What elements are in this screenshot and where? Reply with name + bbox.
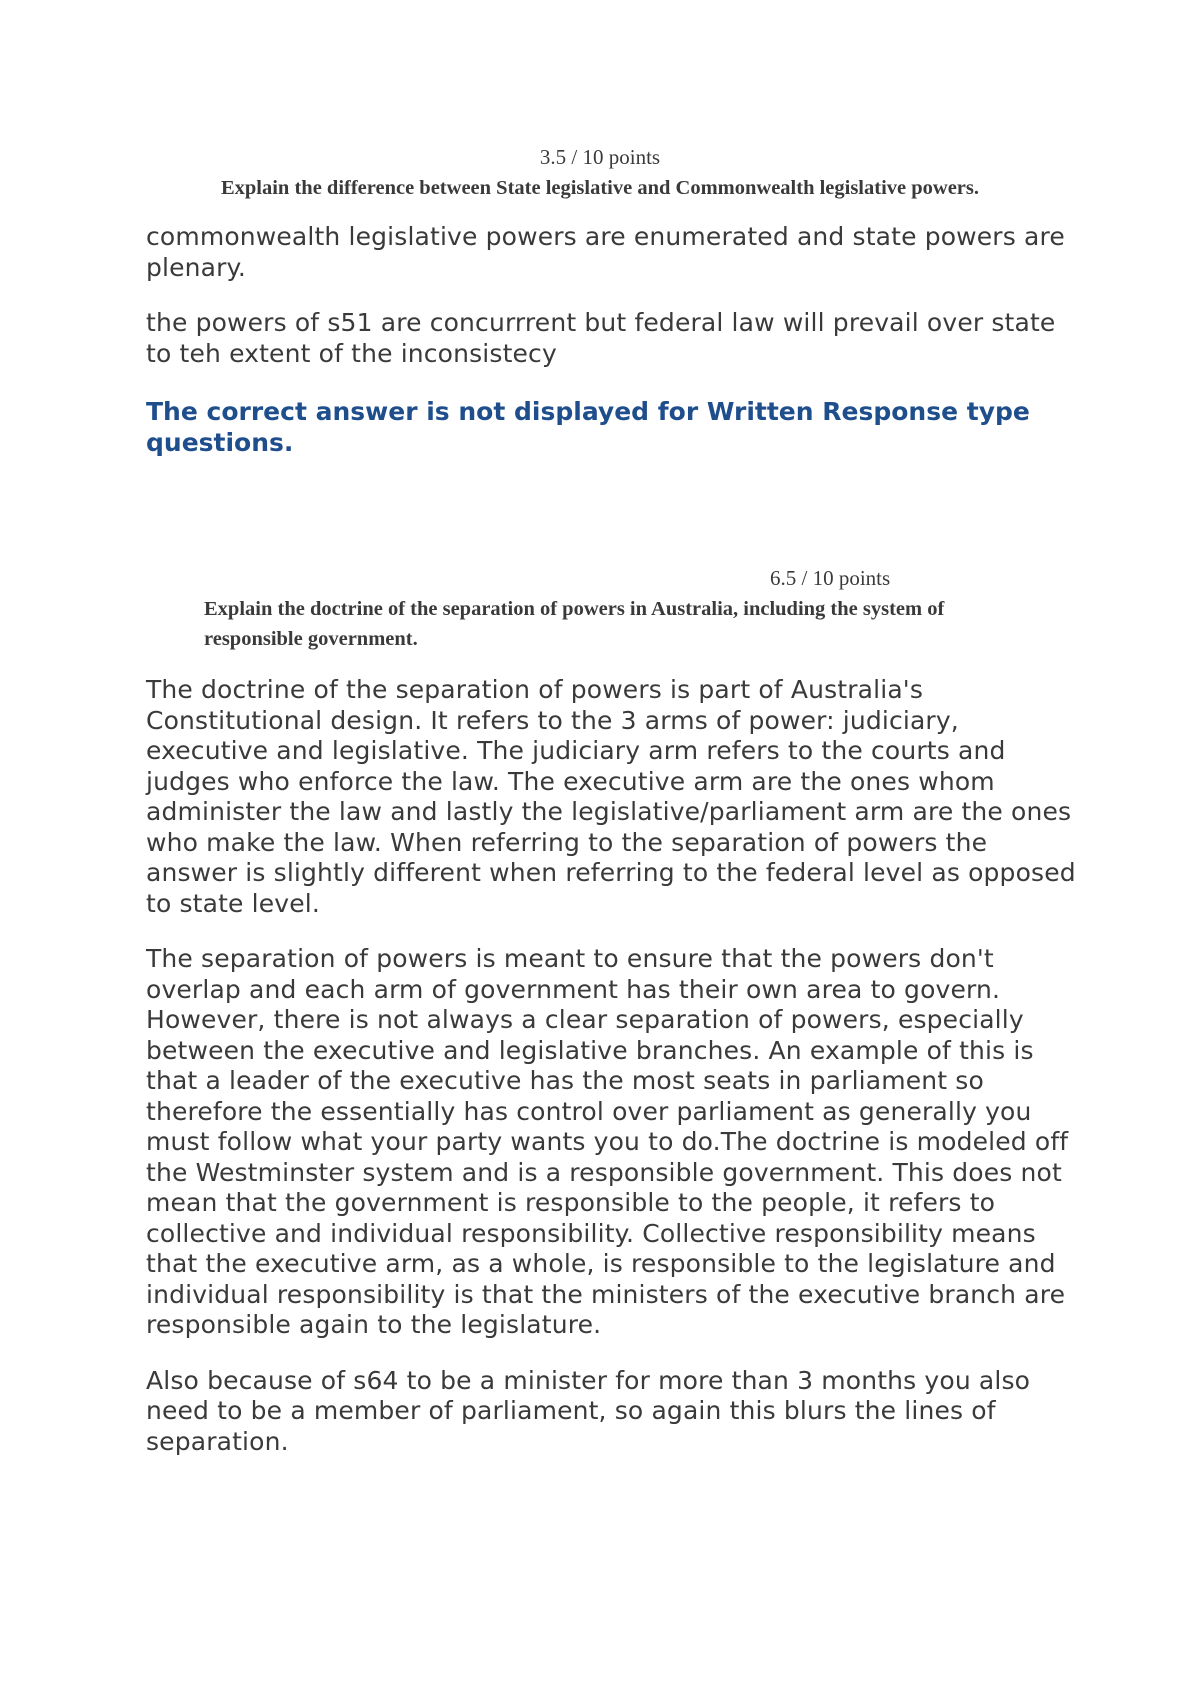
question-text: Explain the difference between State legislative and Commonwealth legislative powers. — [220, 177, 980, 199]
correct-answer-notice: The correct answer is not displayed for Written Response type questions. — [146, 397, 1030, 457]
answer-paragraph: The separation of powers is meant to ensure that the powers don't overlap and each arm of government has their own area to govern. However, there is not always a clear separation of powers, especially between the executive and legislative branches. An example of this is that a leader of the executive has the most seats in parliament so therefore the essentially has control over parliament as generally you must follow what your party wants you to do.The doctrine is modeled off the Westminster system and is a responsible government. This does not mean that the government is responsible to the people, it refers to collective and individual responsibility. Collective responsibility means that the executive arm, as a whole, is responsible to the legislature and individual responsibility is that the ministers of the executive branch are responsible again to the legislature. — [146, 944, 1069, 1339]
answer-paragraph: commonwealth legislative powers are enumerated and state powers are plenary. — [146, 222, 1065, 282]
answer-text — [146, 222, 1066, 369]
answer-text — [146, 675, 1086, 1457]
answer-paragraph: the powers of s51 are concurrrent but federal law will prevail over state to teh extent of the inconsistecy — [146, 308, 1056, 368]
answer-paragraph: The doctrine of the separation of powers is part of Australia's Constitutional design. It refers to the 3 arms of power: judiciary, executive and legislative. The judiciary arm refers to the courts and judges who enforce the law. The executive arm are the ones whom administer the law and lastly the legislative/parliament arm are the ones who make the law. When referring to the separation of powers the answer is slightly different when referring to the federal level as opposed to state level. — [146, 675, 1076, 918]
question-text: Explain the doctrine of the separation of powers in Australia, including the system of responsible government. — [204, 598, 945, 650]
score-label: 3.5 / 10 points — [539, 145, 661, 169]
score-label: 6.5 / 10 points — [770, 566, 891, 590]
answer-paragraph: Also because of s64 to be a minister for more than 3 months you also need to be a member of parliament, so again this blurs the lines of separation. — [146, 1365, 1031, 1456]
